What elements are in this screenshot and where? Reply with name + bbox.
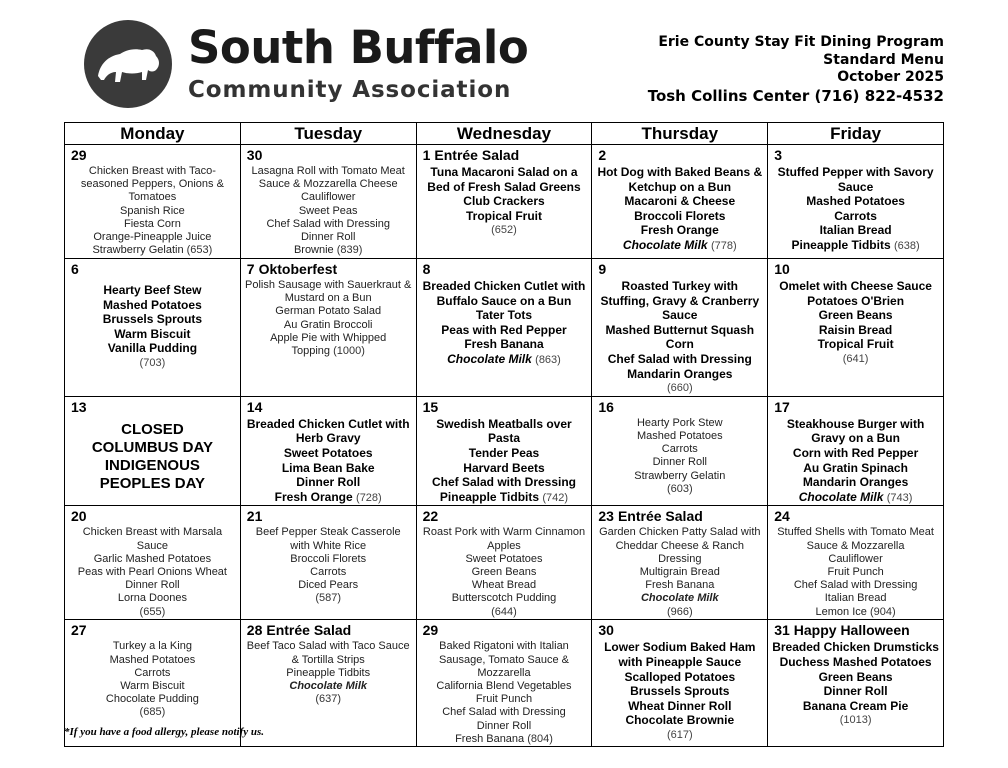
menu-item: Tender Peas [468, 445, 540, 460]
calorie-count: (641) [842, 352, 869, 365]
menu-item: Carrots [661, 443, 698, 456]
menu-items [421, 279, 588, 368]
menu-item: Raisin Bread [818, 322, 893, 337]
menu-item: Corn with Red Pepper [792, 445, 919, 460]
menu-item: Dinner Roll [125, 579, 180, 592]
menu-item: Tropical Fruit [817, 337, 894, 352]
menu-items [596, 526, 763, 618]
menu-item-last [421, 490, 588, 506]
menu-item: Garlic Mashed Potatoes [93, 552, 212, 565]
menu-item: Lima Bean Bake [281, 460, 375, 475]
menu-item-text: Pineapple Tidbits [439, 489, 540, 504]
day-number: 2 [598, 147, 607, 163]
week-row [65, 396, 944, 506]
day-number: 1 [422, 147, 431, 163]
menu-item: Breaded Chicken Drumsticks [772, 640, 939, 655]
day-cell [240, 506, 416, 620]
menu-item: Turkey a la King [112, 640, 192, 653]
day-cell [592, 145, 768, 259]
calorie-count: (603) [666, 482, 693, 495]
calorie-count: (966) [666, 605, 693, 618]
calorie-count: (652) [491, 224, 517, 237]
day-cell [416, 620, 592, 747]
day-cell [240, 145, 416, 259]
calorie-count: (863) [535, 353, 561, 366]
day-number: 28 [246, 622, 263, 639]
menu-item: Potatoes O'Brien [807, 293, 905, 308]
menu-item-last [772, 238, 939, 254]
calorie-count: (644) [491, 605, 517, 618]
calorie-count: (1013) [839, 714, 872, 727]
menu-items [245, 640, 412, 706]
menu-type: Standard Menu [823, 51, 944, 68]
calorie-count: (703) [139, 356, 166, 369]
menu-item: Roast Pork with Warm Cinnamon Apples [422, 526, 586, 552]
day-number: 6 [71, 261, 79, 277]
menu-item: Hearty Beef Stew [103, 283, 202, 297]
day-cell [416, 259, 592, 397]
menu-item: Lorna Doones [117, 592, 187, 605]
menu-item: Carrots [834, 208, 877, 223]
menu-item: Sweet Potatoes [283, 445, 373, 460]
day-number: 23 [598, 508, 614, 525]
day-cell [65, 506, 241, 620]
menu-item: Omelet with Cheese Sauce [779, 279, 932, 293]
day-number: 30 [598, 622, 614, 639]
day-number: 29 [422, 622, 439, 639]
menu-item: Broccoli Florets [290, 552, 367, 565]
day-header [772, 508, 939, 524]
menu-item: Mandarin Oranges [627, 366, 733, 381]
day-cell [592, 396, 768, 506]
day-header [69, 399, 236, 415]
menu-item: Cauliflower [828, 552, 883, 565]
menu-item: California Blend Vegetables [436, 679, 572, 692]
day-cell [592, 506, 768, 620]
day-header [421, 147, 588, 163]
day-label: Entrée Salad [266, 622, 352, 639]
menu-item: Fruit Punch [475, 693, 533, 706]
menu-item: Broccoli Florets [634, 208, 726, 223]
menu-item: Stuffed Shells with Tomato Meat Sauce & Mozzarella [777, 526, 934, 552]
menu-item: Club Crackers [463, 194, 545, 209]
day-header [69, 508, 236, 524]
day-header [772, 399, 939, 415]
day-cell [768, 620, 944, 747]
day-header [69, 261, 236, 277]
menu-items [245, 526, 412, 605]
day-cell [768, 145, 944, 259]
program-info [648, 34, 944, 106]
menu-item: Warm Biscuit [114, 326, 191, 341]
menu-items [596, 165, 763, 254]
day-header [421, 261, 588, 277]
calorie-count: (653) [186, 244, 213, 257]
day-number: 22 [422, 508, 439, 525]
menu-item: Green Beans [818, 308, 893, 323]
day-header [245, 399, 412, 415]
menu-item: Au Gratin Spinach [803, 460, 908, 475]
menu-item: Sweet Potatoes [465, 552, 543, 565]
menu-item: Brussels Sprouts [102, 312, 203, 327]
menu-item: Wheat Dinner Roll [628, 698, 732, 713]
day-number: 8 [422, 261, 431, 277]
menu-items [772, 526, 939, 618]
closed-line: INDIGENOUS [104, 456, 200, 474]
menu-item: Italian Bread [824, 592, 887, 605]
menu-item: German Potato Salad [275, 305, 382, 318]
menu-item: Pineapple Tidbits [286, 666, 371, 679]
menu-item: Chef Salad with Dressing [431, 475, 576, 490]
menu-items [69, 279, 236, 371]
menu-item: Mashed Potatoes [103, 297, 202, 312]
menu-item: Mashed Potatoes [109, 653, 196, 666]
menu-item-last [245, 244, 412, 257]
menu-items [245, 417, 412, 506]
menu-item: Au Gratin Broccoli [283, 318, 373, 331]
menu-item: Macaroni & Cheese [624, 194, 736, 209]
day-header [245, 147, 412, 163]
week-row [65, 259, 944, 397]
menu-item: Fresh Banana [645, 579, 715, 592]
weekday-header: Thursday [592, 123, 768, 145]
closed-line: COLUMBUS DAY [91, 438, 213, 456]
calorie-count: (1000) [333, 345, 365, 358]
menu-items [772, 640, 939, 728]
menu-item: Diced Pears [298, 579, 359, 592]
menu-item: Spanish Rice [119, 204, 185, 217]
menu-item: Mashed Potatoes [636, 429, 723, 442]
day-header [596, 622, 763, 638]
menu-item-last [245, 345, 412, 358]
menu-items [69, 640, 236, 719]
menu-item: Hot Dog with Baked Beans & Ketchup on a Bun [597, 165, 763, 194]
center-contact: Tosh Collins Center (716) 822-4532 [647, 86, 944, 105]
menu-items [245, 165, 412, 257]
menu-calendar [64, 122, 944, 747]
day-cell [592, 259, 768, 397]
day-label: Happy Halloween [793, 622, 910, 639]
day-cell [240, 620, 416, 747]
menu-item: Brussels Sprouts [630, 684, 730, 699]
menu-item: Green Beans [818, 669, 893, 684]
menu-item: Steakhouse Burger with Gravy on a Bun [786, 416, 925, 446]
menu-items [772, 279, 939, 367]
menu-item: Fresh Orange [640, 223, 719, 238]
menu-item-beverage: Chocolate Milk [640, 592, 719, 605]
day-header [421, 399, 588, 415]
day-header [245, 508, 412, 524]
menu-item: Hearty Pork Stew [636, 416, 723, 429]
menu-item: Tuna Macaroni Salad on a Bed of Fresh Salad Greens [427, 165, 581, 194]
day-header [421, 622, 588, 638]
menu-item-text: Fresh Banana [455, 732, 525, 745]
week-row [65, 506, 944, 620]
day-cell [768, 506, 944, 620]
org-subtitle: Community Association [188, 77, 512, 103]
menu-item: Peas with Red Pepper [441, 322, 567, 337]
buffalo-icon [84, 20, 172, 108]
menu-item: Fresh Banana [464, 337, 544, 352]
day-header [69, 622, 236, 638]
org-title: South Buffalo [188, 21, 529, 74]
day-header [596, 261, 763, 277]
menu-item: Swedish Meatballs over Pasta [436, 416, 572, 446]
menu-item: Mashed Butternut Squash [605, 322, 755, 337]
menu-items [421, 417, 588, 506]
menu-items [772, 165, 939, 254]
menu-item: Wheat Bread [471, 579, 537, 592]
calorie-count: (655) [139, 605, 166, 618]
menu-item: Apple Pie with Whipped [270, 331, 387, 344]
menu-item: Italian Bread [819, 223, 892, 238]
menu-item: Dinner Roll [476, 719, 532, 732]
day-cell [240, 259, 416, 397]
day-label: Entrée Salad [617, 508, 703, 525]
menu-items [596, 279, 763, 396]
menu-item: Beef Pepper Steak Casserole with White Rice [255, 526, 401, 552]
day-number: 7 [246, 261, 255, 277]
menu-item: Dinner Roll [300, 231, 356, 244]
day-number: 29 [71, 147, 87, 163]
menu-item: Chef Salad with Dressing [266, 217, 390, 230]
menu-item: Tater Tots [475, 308, 533, 323]
day-header [596, 399, 763, 415]
menu-item: Banana Cream Pie [802, 698, 909, 713]
day-number: 17 [774, 398, 790, 415]
menu-item-text: Chocolate Milk [798, 489, 884, 504]
day-cell [416, 145, 592, 259]
day-header [245, 622, 412, 638]
menu-item: Warm Biscuit [120, 679, 185, 692]
calorie-count: (742) [542, 491, 569, 504]
menu-item: Cauliflower [300, 191, 356, 204]
menu-item: Fruit Punch [827, 565, 884, 578]
menu-month: October 2025 [837, 69, 944, 85]
day-header [421, 508, 588, 524]
menu-item: Chef Salad with Dressing [442, 706, 566, 719]
menu-item: Lasagna Roll with Tomato Meat Sauce & Mozzarella Cheese [251, 165, 405, 191]
menu-item-last [596, 238, 763, 254]
menu-item: Dinner Roll [652, 456, 707, 469]
calorie-count: (778) [710, 239, 737, 252]
day-number: 24 [774, 508, 790, 525]
day-header [772, 147, 939, 163]
menu-item-text: Chocolate Milk [622, 237, 708, 252]
menu-item-text: Strawberry Gelatin [92, 244, 184, 257]
day-number: 9 [598, 261, 607, 277]
menu-item-last [421, 352, 588, 368]
menu-item: Orange-Pineapple Juice [93, 231, 212, 244]
day-number: 16 [598, 398, 614, 415]
menu-item: Chocolate Brownie [625, 713, 735, 728]
menu-item: Duchess Mashed Potatoes [779, 654, 932, 669]
org-name [188, 22, 528, 104]
menu-item: Breaded Chicken Cutlet with Buffalo Sauce on a Bun [422, 279, 586, 308]
menu-item: Lower Sodium Baked Ham with Pineapple Sauce [604, 640, 756, 669]
menu-item: Mashed Potatoes [806, 194, 905, 209]
day-header [596, 508, 763, 524]
menu-item: Breaded Chicken Cutlet with Herb Gravy [246, 416, 410, 446]
menu-item: Chicken Breast with Marsala Sauce [82, 526, 223, 552]
day-number: 30 [246, 147, 263, 163]
day-header [772, 261, 939, 277]
day-number: 13 [71, 398, 87, 415]
menu-item-text: Pineapple Tidbits [791, 237, 891, 252]
day-cell [65, 259, 241, 397]
day-number: 31 [774, 622, 790, 639]
weekday-header: Wednesday [416, 123, 592, 145]
day-number: 21 [246, 508, 263, 525]
calorie-count: (637) [315, 693, 342, 706]
menu-item: Roasted Turkey with Stuffing, Gravy & Cranberry Sauce [600, 279, 760, 323]
calorie-count: (660) [666, 382, 693, 395]
menu-items [596, 640, 763, 742]
menu-item: Chocolate Pudding [105, 693, 199, 706]
menu-item: Chef Salad with Dressing [607, 351, 752, 366]
calorie-count: (743) [886, 491, 913, 504]
menu-items [421, 640, 588, 746]
calorie-count: (587) [315, 592, 342, 605]
menu-item-text: Fresh Orange [274, 489, 353, 504]
day-cell [592, 620, 768, 747]
week-row [65, 145, 944, 259]
menu-item: Chicken Breast with Taco-seasoned Peppers, Onions & Tomatoes [80, 165, 224, 204]
menu-item-last [772, 606, 939, 619]
menu-item: Corn [665, 337, 694, 352]
menu-item-text: Topping [291, 345, 331, 358]
menu-item: Sweet Peas [298, 204, 358, 217]
menu-item-last [772, 490, 939, 506]
day-header [245, 261, 412, 277]
weekday-header: Friday [768, 123, 944, 145]
allergy-footnote: *If you have a food allergy, please notify us. [64, 726, 265, 738]
calorie-count: (839) [336, 244, 363, 257]
day-header [596, 147, 763, 163]
day-cell [65, 145, 241, 259]
menu-item: Carrots [310, 565, 347, 578]
menu-item-text: Brownie [293, 244, 334, 257]
calorie-count: (804) [527, 732, 553, 745]
menu-item-text: Lemon Ice [815, 605, 867, 618]
menu-item-last [421, 733, 588, 746]
menu-item: Polish Sausage with Sauerkraut & Mustard on a Bun [245, 279, 412, 305]
menu-item: Fiesta Corn [123, 217, 181, 230]
calorie-count: (638) [893, 239, 920, 252]
day-header [772, 622, 939, 638]
program-name: Erie County Stay Fit Dining Program [658, 34, 944, 50]
menu-items [421, 526, 588, 618]
day-number: 20 [71, 508, 87, 525]
day-number: 27 [71, 622, 87, 639]
menu-item: Baked Rigatoni with Italian Sausage, Tomato Sauce & Mozzarella [438, 640, 570, 679]
day-number: 15 [422, 398, 439, 415]
menu-item-beverage: Chocolate Milk [289, 679, 367, 692]
menu-items [69, 526, 236, 618]
day-cell [416, 396, 592, 506]
day-cell [416, 506, 592, 620]
day-label: Entrée Salad [434, 147, 520, 163]
day-number: 14 [246, 398, 263, 415]
menu-item-text: Chocolate Milk [447, 351, 532, 366]
day-number: 3 [774, 147, 782, 163]
closed-notice [69, 421, 236, 493]
calorie-count: (685) [139, 706, 166, 719]
menu-item: Vanilla Pudding [107, 341, 198, 356]
weekday-header: Monday [65, 123, 241, 145]
day-cell [65, 396, 241, 506]
menu-item: Harvard Beets [463, 460, 545, 475]
menu-item: Tropical Fruit [465, 208, 542, 223]
menu-item: Scalloped Potatoes [624, 669, 736, 684]
menu-items [245, 279, 412, 358]
menu-item: Multigrain Bread [639, 565, 720, 578]
day-header [69, 147, 236, 163]
menu-items [69, 165, 236, 257]
menu-item: Peas with Pearl Onions Wheat [77, 565, 227, 578]
menu-items [772, 417, 939, 506]
menu-item-last [245, 490, 412, 506]
calorie-count: (728) [356, 491, 382, 504]
closed-line: PEOPLES DAY [99, 474, 206, 492]
menu-item: Green Beans [471, 565, 537, 578]
calorie-count: (904) [869, 605, 896, 618]
menu-item-last [69, 244, 236, 257]
weekday-header-row [65, 123, 944, 145]
weekday-header: Tuesday [240, 123, 416, 145]
menu-items [421, 165, 588, 238]
menu-item: Chef Salad with Dressing [793, 579, 918, 592]
menu-item: Garden Chicken Patty Salad with Cheddar Cheese & Ranch Dressing [599, 526, 761, 565]
menu-item: Carrots [134, 666, 171, 679]
closed-line: CLOSED [121, 420, 184, 438]
logo [84, 20, 172, 108]
menu-item: Beef Taco Salad with Taco Sauce & Tortilla Strips [246, 640, 410, 666]
day-cell [240, 396, 416, 506]
menu-item: Dinner Roll [296, 475, 361, 490]
menu-item: Strawberry Gelatin [634, 469, 726, 482]
day-number: 10 [774, 261, 790, 277]
menu-item: Mandarin Oranges [802, 475, 909, 490]
day-cell [768, 259, 944, 397]
day-cell [768, 396, 944, 506]
menu-item: Stuffed Pepper with Savory Sauce [777, 165, 934, 194]
menu-items [596, 417, 763, 496]
day-label: Oktoberfest [258, 261, 338, 277]
calorie-count: (617) [666, 728, 693, 741]
menu-item: Butterscotch Pudding [451, 592, 557, 605]
menu-item: Dinner Roll [823, 684, 888, 699]
